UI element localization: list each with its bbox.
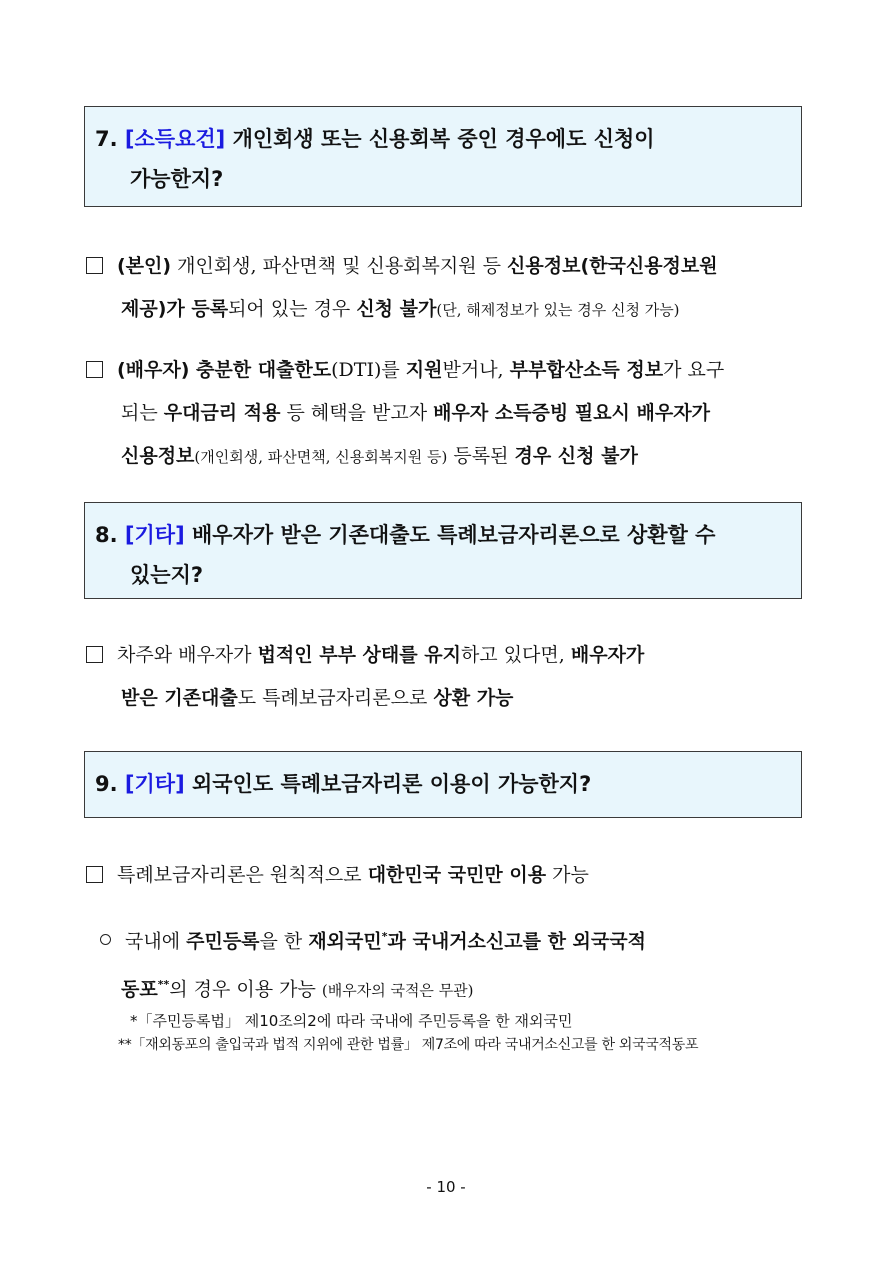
answer-7-spouse: (배우자) 충분한 대출한도(DTI)를 지원받거나, 부부합산소득 정보가 요구 되는 우대금리 적용 등 혜택을 받고자 배우자 소득증빙 필요시 배우자가 신용정보(개인회생, 파산면책, 신용회복지원 등) 등록된 경우 신청 불가 xyxy=(86,349,808,479)
question-7-number: 7. xyxy=(95,127,118,151)
question-9-title-1: 외국인도 특례보금자리론 이용이 가능한지? xyxy=(192,772,592,796)
question-7-tag: [소득요건] xyxy=(124,127,226,151)
answer-8: 차주와 배우자가 법적인 부부 상태를 유지하고 있다면, 배우자가 받은 기존대출도 특례보금자리론으로 상환 가능 xyxy=(86,634,808,720)
footnote-2: **「재외동포의 출입국과 법적 지위에 관한 법률」 제7조에 따라 국내거소신고를 한 외국국적동포 xyxy=(118,1037,699,1053)
square-bullet-icon xyxy=(86,257,103,274)
question-7-title-1: 개인회생 또는 신용회복 중인 경우에도 신청이 xyxy=(232,127,655,151)
question-9-box xyxy=(84,751,802,818)
question-9-tag: [기타] xyxy=(124,772,185,796)
square-bullet-icon xyxy=(86,866,103,883)
question-8-title-2: 있는지? xyxy=(130,563,204,587)
question-9-line1 xyxy=(95,764,801,804)
square-bullet-icon xyxy=(86,646,103,663)
question-8-number: 8. xyxy=(95,523,118,547)
question-7-title-2: 가능한지? xyxy=(130,167,224,191)
answer-9-sub: 국내에 주민등록을 한 재외국민*과 국내거소신고를 한 외국국적 동포**의 경우 이용 가능 (배우자의 국적은 무관) xyxy=(100,915,808,1013)
question-8-tag: [기타] xyxy=(124,523,185,547)
question-9-number: 9. xyxy=(95,772,118,796)
question-8-line1 xyxy=(95,515,801,555)
question-7-box xyxy=(84,106,802,207)
question-8-title-1: 배우자가 받은 기존대출도 특례보금자리론으로 상환할 수 xyxy=(192,523,716,547)
circle-bullet-icon xyxy=(100,934,111,945)
question-7-line1 xyxy=(95,119,801,159)
square-bullet-icon xyxy=(86,361,103,378)
page-number: - 10 - xyxy=(426,1178,466,1196)
answer-9-main: 특례보금자리론은 원칙적으로 대한민국 국민만 이용 가능 xyxy=(86,854,808,897)
footnote-1: *「주민등록법」 제10조의2에 따라 국내에 주민등록을 한 재외국민 xyxy=(130,1012,573,1030)
question-8-box xyxy=(84,502,802,599)
answer-7-self: (본인) 개인회생, 파산면책 및 신용회복지원 등 신용정보(한국신용정보원 제공)가 등록되어 있는 경우 신청 불가(단, 해제정보가 있는 경우 신청 가능) xyxy=(86,245,808,332)
